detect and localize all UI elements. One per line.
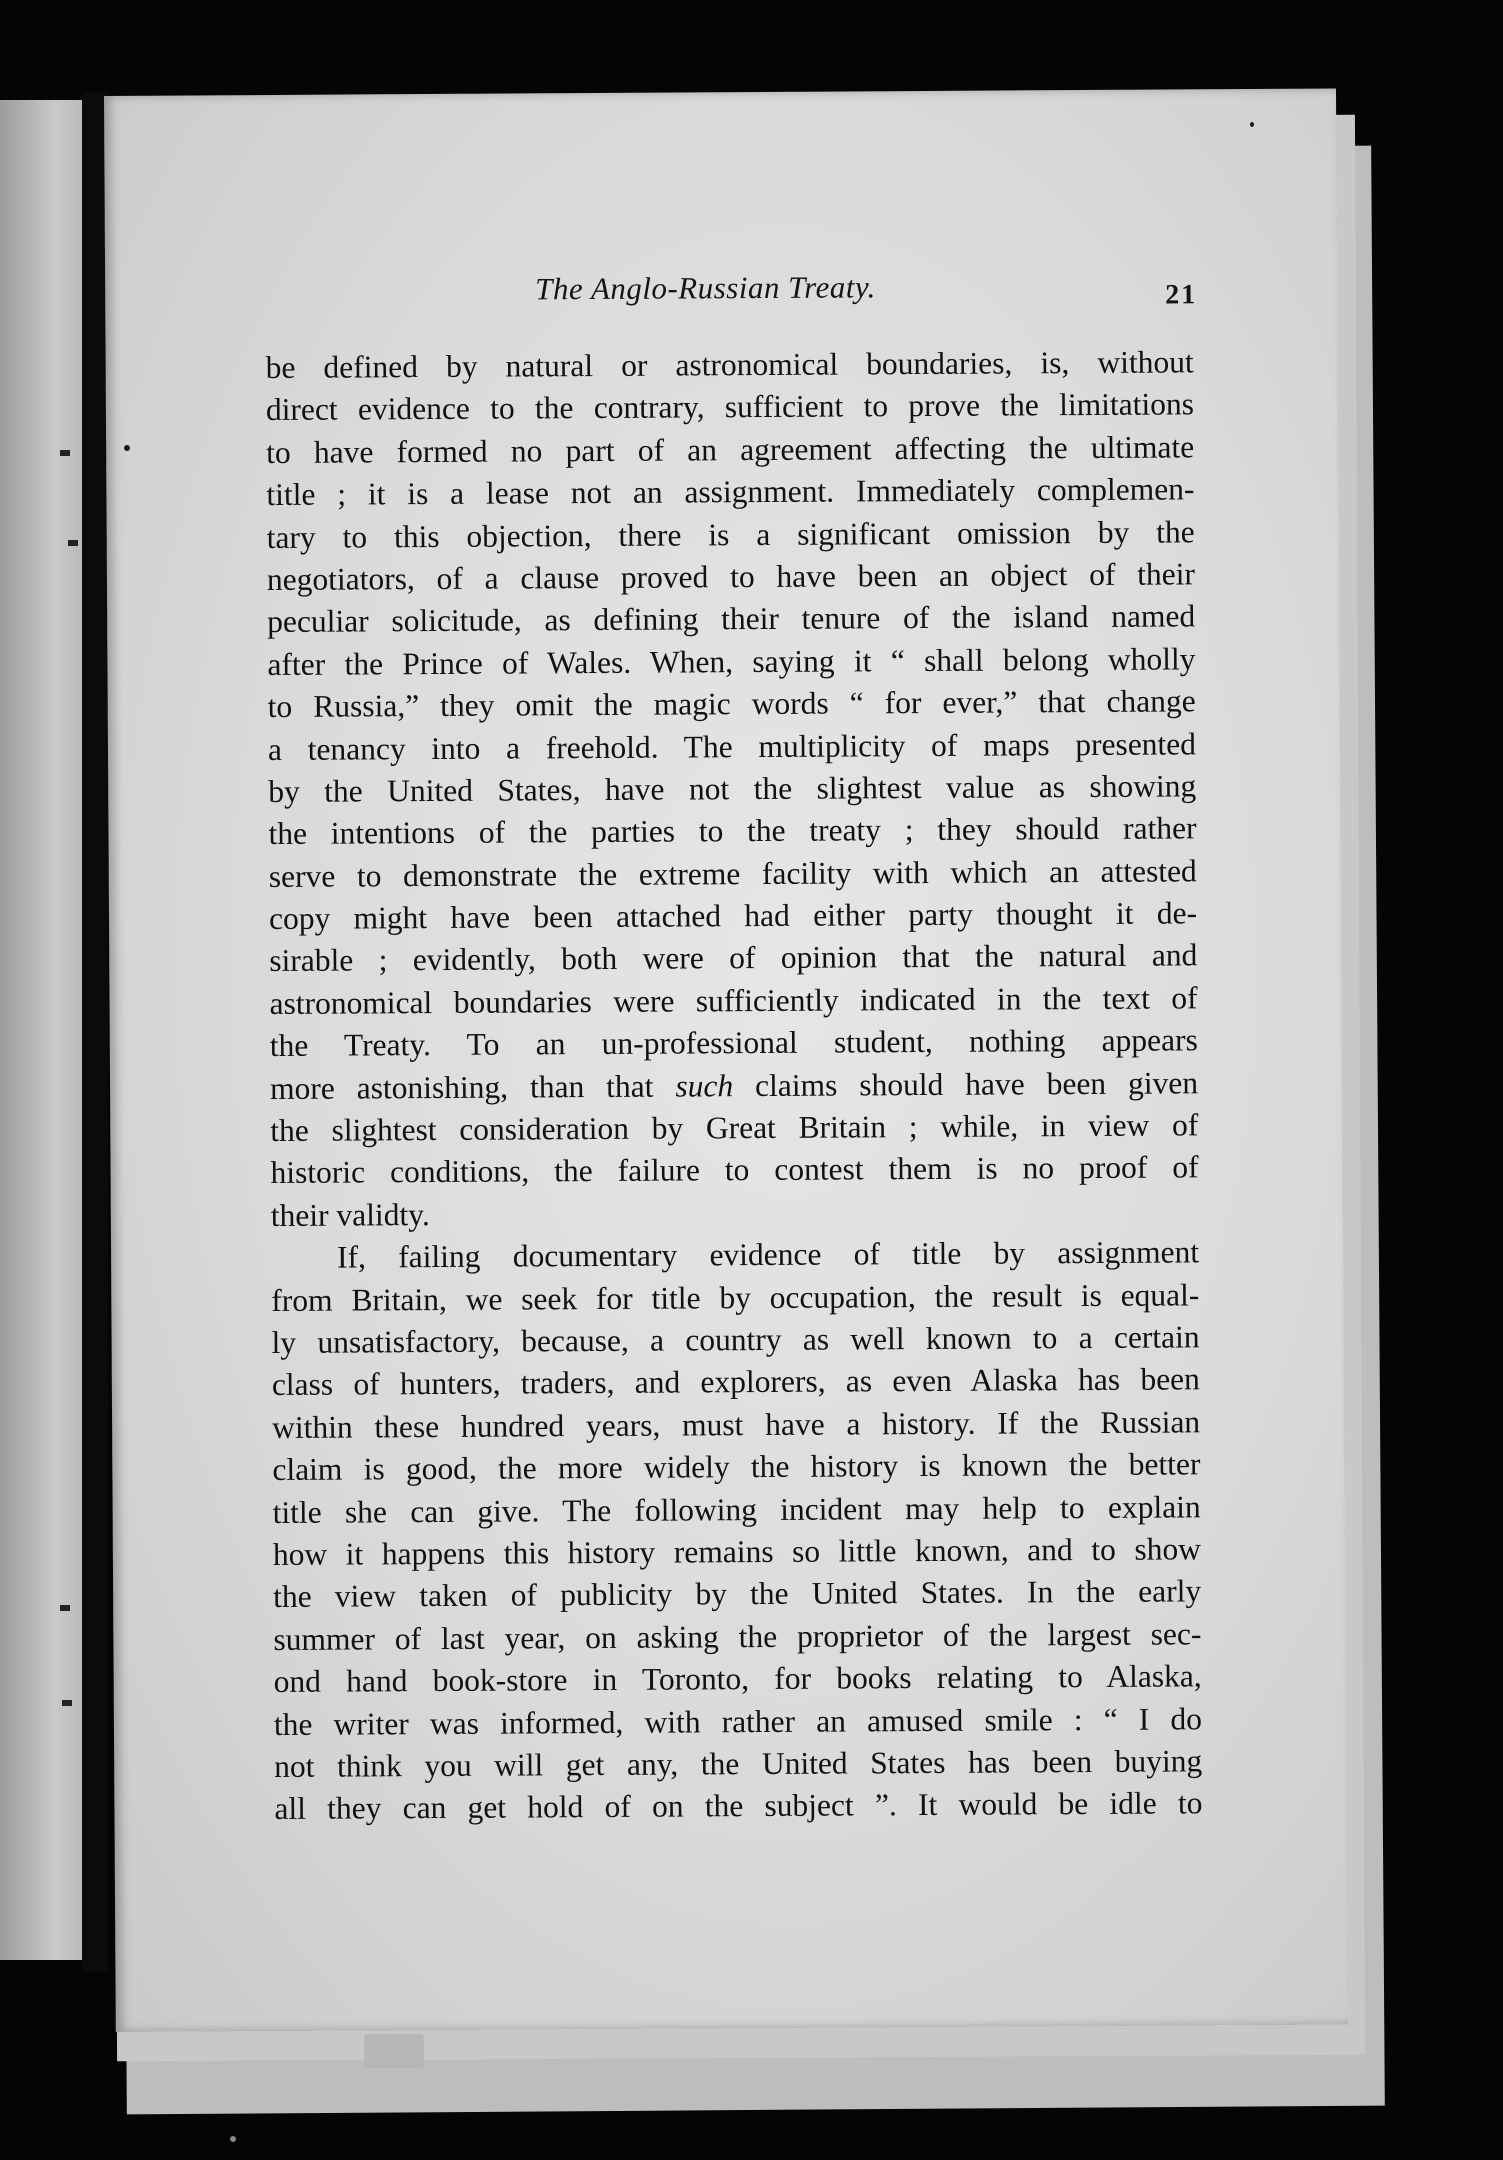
library-stamp bbox=[364, 2034, 424, 2068]
text-line: summer of last year, on asking the proprietor of the largest sec- bbox=[273, 1616, 1202, 1657]
book-gutter bbox=[82, 92, 108, 1972]
text-line: title ; it is a lease not an assignment. Immediately complemen- bbox=[266, 471, 1195, 513]
text-line: the view taken of publicity by the United States. In the early bbox=[273, 1573, 1202, 1615]
text-line: astronomical boundaries were sufficiently indicated in the text of bbox=[269, 980, 1198, 1021]
paragraph-start-line: If, failing documentary evidence of title by assignment bbox=[336, 1234, 1200, 1275]
book-page bbox=[104, 88, 1348, 2031]
text-segment: more astonishing, than that bbox=[269, 1068, 676, 1106]
text-line: negotiators, of a clause proved to have been an object of their bbox=[266, 556, 1196, 597]
text-line: all they can get hold of on the subject ”. It would be idle to bbox=[274, 1785, 1203, 1827]
italic-word: such bbox=[675, 1067, 734, 1104]
text-line: copy might have been attached had either party thought it de- bbox=[268, 895, 1198, 937]
text-line: direct evidence to the contrary, sufficient to prove the limitations bbox=[265, 386, 1195, 428]
page-number: 21 bbox=[1165, 279, 1198, 311]
ink-speck bbox=[124, 445, 130, 451]
text-line: title she can give. The following incident may help to explain bbox=[272, 1488, 1201, 1530]
text-line: the Treaty. To an un-professional student, nothing appears bbox=[269, 1022, 1198, 1064]
text-line: a tenancy into a freehold. The multiplicity of maps presented bbox=[267, 725, 1197, 767]
text-line bbox=[270, 1062, 1198, 1110]
ink-speck bbox=[230, 2136, 236, 2142]
text-line: the intentions of the parties to the treaty ; they should rather bbox=[268, 810, 1197, 852]
text-line: tary to this objection, there is a significant omission by the bbox=[266, 513, 1195, 555]
paragraph-end-line: their validty. bbox=[270, 1196, 430, 1233]
margin-tab-mark bbox=[62, 1700, 72, 1706]
ink-speck bbox=[1250, 122, 1254, 127]
body-text bbox=[266, 341, 1203, 1830]
text-line: ly unsatisfactory, because, a country as well known to a certain bbox=[271, 1319, 1200, 1360]
text-line: claim is good, the more widely the history is known the better bbox=[272, 1446, 1201, 1488]
text-line: historic conditions, the failure to contest them is no proof of bbox=[270, 1149, 1199, 1191]
text-line: peculiar solicitude, as defining their tenure of the island named bbox=[267, 598, 1196, 640]
margin-tab-mark bbox=[60, 450, 70, 456]
text-segment: claims should have been given bbox=[733, 1064, 1199, 1103]
text-line: from Britain, we seek for title by occupation, the result is equal- bbox=[271, 1276, 1200, 1318]
text-line: ond hand book-store in Toronto, for books relating to Alaska, bbox=[273, 1658, 1202, 1700]
text-line: to have formed no part of an agreement affecting the ultimate bbox=[266, 429, 1195, 470]
text-line: sirable ; evidently, both were of opinion that the natural and bbox=[269, 937, 1198, 979]
text-line: by the United States, have not the slightest value as showing bbox=[268, 768, 1197, 809]
text-line: serve to demonstrate the extreme facility with which an attested bbox=[268, 853, 1197, 894]
text-line: to Russia,” they omit the magic words “ for ever,” that change bbox=[267, 683, 1196, 725]
text-line: not think you will get any, the United States has been buying bbox=[274, 1743, 1203, 1784]
margin-tab-mark bbox=[68, 540, 78, 546]
text-line: the writer was informed, with rather an amused smile : “ I do bbox=[273, 1700, 1203, 1742]
text-line: class of hunters, traders, and explorers, as even Alaska has been bbox=[271, 1361, 1200, 1403]
facing-page-edge bbox=[0, 100, 92, 1960]
margin-tab-mark bbox=[60, 1605, 70, 1611]
text-line: how it happens this history remains so little known, and to show bbox=[272, 1531, 1202, 1572]
running-head: The Anglo-Russian Treaty. bbox=[535, 269, 876, 307]
text-line: be defined by natural or astronomical boundaries, is, without bbox=[265, 344, 1194, 386]
text-line: the slightest consideration by Great Britain ; while, in view of bbox=[270, 1107, 1199, 1149]
text-line: within these hundred years, must have a history. If the Russian bbox=[272, 1404, 1201, 1445]
text-line: after the Prince of Wales. When, saying it “ shall belong wholly bbox=[267, 641, 1196, 682]
